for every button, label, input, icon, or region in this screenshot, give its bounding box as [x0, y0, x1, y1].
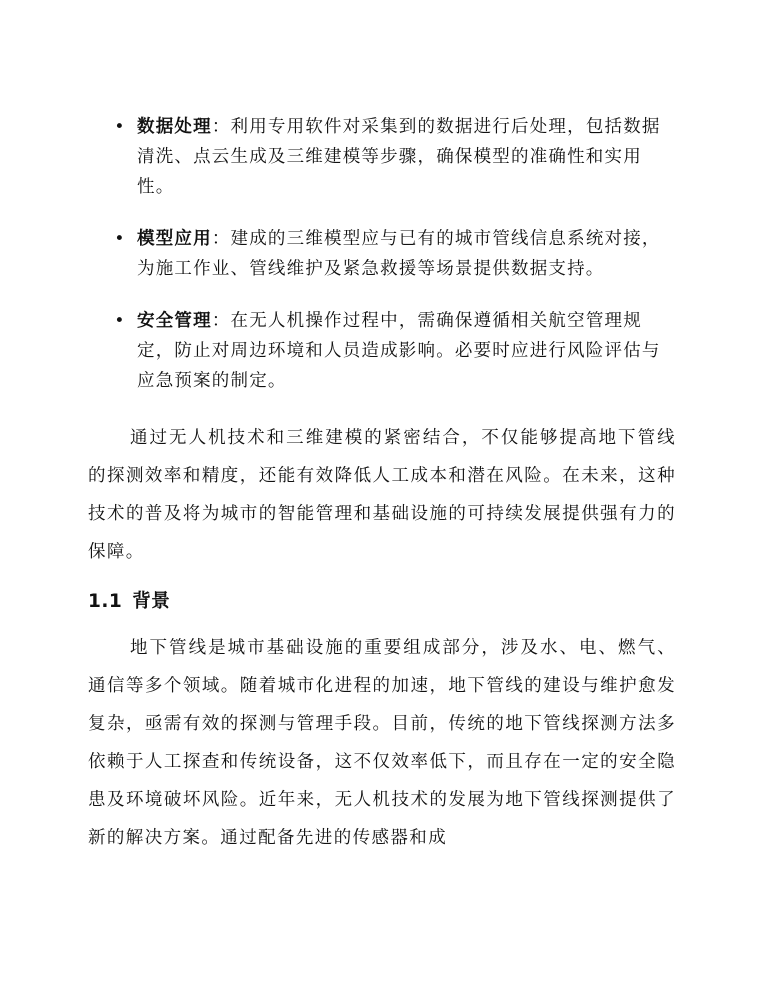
list-item [110, 112, 675, 202]
section-number: 1.1 [88, 591, 123, 612]
bullet-dot-icon: • [114, 117, 126, 137]
section-title: 背景 [132, 591, 171, 612]
list-item-term: 安全管理 [137, 311, 212, 331]
list-item-text: 在无人机操作过程中，需确保遵循相关航空管理规定，防止对周边环境和人员造成影响。必要时应进行风险评估与应急预案的制定。 [137, 311, 661, 391]
list-item [110, 224, 675, 284]
list-item-separator: ： [211, 311, 231, 331]
bullet-dot-icon: • [114, 311, 126, 331]
list-item-text: 建成的三维模型应与已有的城市管线信息系统对接，为施工作业、管线维护及紧急救援等场景提供数据支持。 [137, 229, 661, 279]
section-heading [88, 588, 170, 616]
list-item-separator: ： [211, 117, 231, 137]
list-item-term: 数据处理 [137, 117, 212, 137]
list-item-term: 模型应用 [137, 229, 212, 249]
list-item [110, 306, 675, 396]
list-item-text: 利用专用软件对采集到的数据进行后处理，包括数据清洗、点云生成及三维建模等步骤，确保模型的准确性和实用性。 [137, 117, 661, 197]
list-item-separator: ： [211, 229, 231, 249]
background-paragraph: 地下管线是城市基础设施的重要组成部分，涉及水、电、燃气、通信等多个领域。随着城市化进程的加速，地下管线的建设与维护愈发复杂，亟需有效的探测与管理手段。目前，传统的地下管线探测方法多依赖于人工探查和传统设备，这不仅效率低下，而且存在一定的安全隐患及环境破坏风险。近年来，无人机技术的发展为地下管线探测提供了新的解决方案。通过配备先进的传感器和成 [88, 638, 676, 848]
bullet-dot-icon: • [114, 229, 126, 249]
bullet-list [110, 112, 675, 418]
summary-paragraph: 通过无人机技术和三维建模的紧密结合，不仅能够提高地下管线的探测效率和精度，还能有效降低人工成本和潜在风险。在未来，这种技术的普及将为城市的智能管理和基础设施的可持续发展提供强有力的保障。 [88, 428, 676, 562]
